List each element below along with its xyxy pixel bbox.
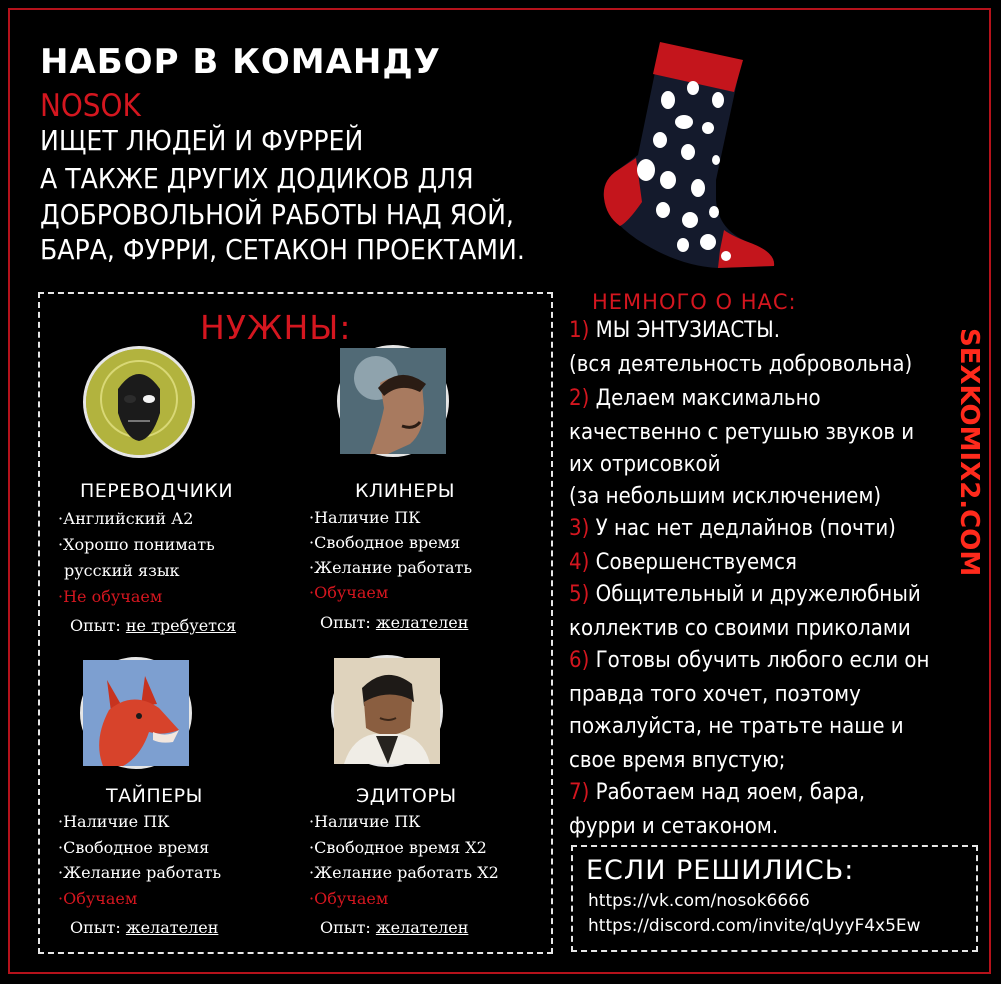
about-text: пожалуйста, не тратьте наше и — [569, 714, 904, 739]
about-text: свое время впустую; — [569, 748, 786, 773]
about-line — [569, 648, 929, 673]
about-number: 3) — [569, 516, 590, 541]
about-line — [569, 814, 778, 839]
requirement: ·Свободное время Х2 — [309, 838, 487, 857]
role-title-translators: ПЕРЕВОДЧИКИ — [80, 480, 234, 502]
about-line — [569, 714, 904, 739]
skull-avatar-icon — [83, 346, 195, 458]
requirement: русский язык — [64, 561, 180, 580]
experience-label: Опыт: — [70, 918, 121, 937]
training-note: ·Обучаем — [309, 889, 389, 908]
experience-value: желателен — [125, 918, 219, 937]
about-line — [569, 516, 896, 541]
watermark-text: SEXKOMIX2.COM — [954, 328, 984, 577]
about-text: Совершенствуемся — [589, 550, 797, 575]
about-text: Работаем над яоем, бара, — [589, 780, 866, 805]
requirement: ·Английский А2 — [58, 509, 194, 528]
requirement: ·Свободное время — [309, 533, 461, 552]
training-note: ·Обучаем — [58, 889, 138, 908]
about-line — [569, 780, 865, 805]
about-text: их отрисовкой — [569, 452, 721, 477]
experience-line — [320, 918, 468, 937]
intro-line: А ТАКЖЕ ДРУГИХ ДОДИКОВ ДЛЯ — [40, 162, 474, 195]
about-text: Общительный и дружелюбный — [589, 582, 921, 607]
about-text: коллектив со своими приколами — [569, 616, 911, 641]
about-number: 1) — [569, 318, 590, 343]
about-number: 2) — [569, 386, 590, 411]
about-text: (вся деятельность добровольна) — [569, 352, 913, 377]
watermark — [938, 328, 984, 577]
sock-logo-icon — [598, 30, 778, 270]
about-line — [569, 420, 914, 445]
experience-value: желателен — [375, 613, 469, 632]
requirement: ·Наличие ПК — [58, 812, 170, 831]
role-title-editors: ЭДИТОРЫ — [356, 785, 457, 807]
needs-title: НУЖНЫ: — [200, 308, 352, 347]
about-text: Делаем максимально — [589, 386, 821, 411]
fox-avatar-icon — [80, 657, 192, 769]
experience-line — [70, 616, 236, 635]
about-line — [569, 352, 912, 377]
requirement: ·Хорошо понимать — [58, 535, 215, 554]
about-line — [569, 318, 780, 343]
about-line — [569, 452, 721, 477]
requirement: ·Желание работать Х2 — [309, 863, 499, 882]
about-line — [569, 582, 921, 607]
experience-label: Опыт: — [320, 613, 371, 632]
role-title-typers: ТАЙПЕРЫ — [106, 785, 203, 807]
about-text: МЫ ЭНТУЗИАСТЫ. — [589, 318, 780, 343]
contact-title: ЕСЛИ РЕШИЛИСЬ: — [586, 855, 855, 886]
experience-label: Опыт: — [70, 616, 121, 635]
experience-label: Опыт: — [320, 918, 371, 937]
about-number: 6) — [569, 648, 590, 673]
about-line — [569, 386, 821, 411]
about-text: фурри и сетаконом. — [569, 814, 779, 839]
requirement: ·Наличие ПК — [309, 812, 421, 831]
intro-line: БАРА, ФУРРИ, СЕТАКОН ПРОЕКТАМИ. — [40, 233, 525, 266]
about-number: 7) — [569, 780, 590, 805]
about-text: У нас нет дедлайнов (почти) — [589, 516, 896, 541]
about-number: 5) — [569, 582, 590, 607]
training-note: ·Не обучаем — [58, 587, 163, 606]
about-line — [569, 682, 861, 707]
role-title-cleaners: КЛИНЕРЫ — [355, 480, 456, 502]
experience-line — [320, 613, 468, 632]
guy-avatar-icon — [331, 655, 443, 767]
brand-name: NOSOK — [40, 88, 141, 124]
experience-value: не требуется — [125, 616, 237, 635]
about-line — [569, 616, 911, 641]
about-line — [569, 550, 797, 575]
about-text: качественно с ретушью звуков и — [569, 420, 915, 445]
man-avatar-icon — [337, 345, 449, 457]
intro-line: ДОБРОВОЛЬНОЙ РАБОТЫ НАД ЯОЙ, — [40, 198, 514, 231]
about-text: (за небольшим исключением) — [569, 484, 882, 509]
experience-line — [70, 918, 218, 937]
about-text: правда того хочет, поэтому — [569, 682, 861, 707]
requirement: ·Желание работать — [58, 863, 222, 882]
about-text: Готовы обучить любого если он — [589, 648, 930, 673]
about-number: 4) — [569, 550, 590, 575]
requirement: ·Свободное время — [58, 838, 210, 857]
page-title: НАБОР В КОМАНДУ — [40, 42, 441, 82]
intro-line: ИЩЕТ ЛЮДЕЙ И ФУРРЕЙ — [40, 124, 364, 157]
vk-link[interactable]: https://vk.com/nosok6666 — [588, 891, 810, 911]
about-line — [569, 748, 785, 773]
about-line — [569, 484, 881, 509]
requirement: ·Желание работать — [309, 558, 473, 577]
training-note: ·Обучаем — [309, 583, 389, 602]
about-title: НЕМНОГО О НАС: — [592, 290, 797, 314]
discord-link[interactable]: https://discord.com/invite/qUyyF4x5Ew — [588, 916, 921, 936]
requirement: ·Наличие ПК — [309, 508, 421, 527]
experience-value: желателен — [375, 918, 469, 937]
